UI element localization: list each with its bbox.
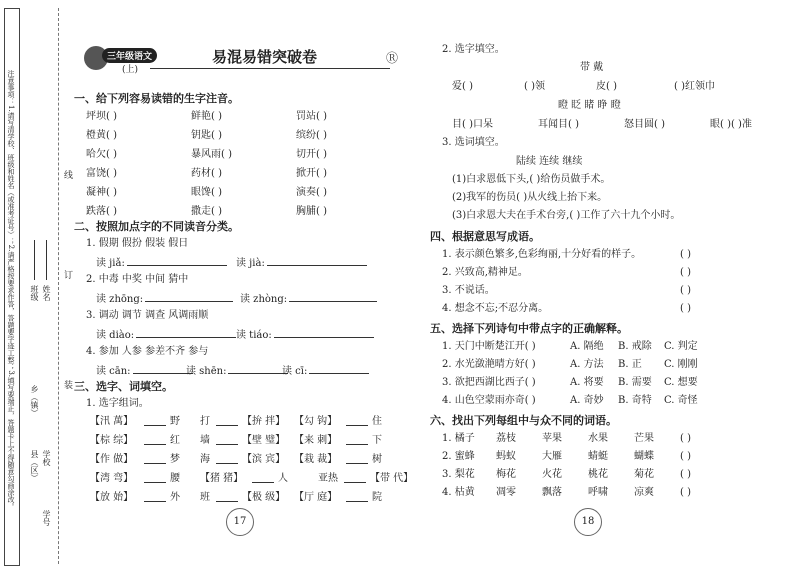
s6-word: 苹果 [542, 433, 562, 444]
s6-word: 凋零 [496, 487, 516, 498]
s5-option: C. 刚刚 [664, 359, 698, 370]
s1-item: 跌落( ) [86, 206, 117, 217]
field-county: 县（区） [30, 450, 39, 482]
s3-word: 打 [200, 416, 210, 427]
s2-q4c: 读 cī: [282, 364, 369, 378]
page-number-left: 17 [226, 508, 254, 536]
s2-q2: 2. 中毒 中奖 中间 猜中 [86, 274, 189, 285]
r-chars1: 带 戴 [580, 62, 604, 73]
s3-bracket: 【极 级】 [242, 492, 286, 503]
s5-option: B. 戒除 [618, 341, 652, 352]
r-row1-item: 皮( ) [596, 81, 617, 92]
s3-bracket: 【汛 萬】 [90, 416, 134, 427]
s2-title: 二、按照加点字的不同读音分类。 [74, 220, 239, 233]
s6-word: 芒果 [634, 433, 654, 444]
s1-item: 钥匙( ) [191, 130, 222, 141]
s6-answer-blank: ( ) [680, 487, 691, 498]
s3-bracket: 【栽 裁】 [294, 454, 338, 465]
page-number-right: 18 [574, 508, 602, 536]
r-row2 [452, 119, 752, 131]
s3-word: 下 [372, 435, 382, 446]
s6-word: 蚂蚁 [496, 451, 516, 462]
s6-word: 梅花 [496, 469, 516, 480]
s1-item: 眼馋( ) [191, 187, 222, 198]
s1-item: 哈欠( ) [86, 149, 117, 160]
s2-q2b: 读 zhòng: [240, 292, 377, 306]
s6-word: 1. 橘子 [442, 433, 475, 444]
field-name: 姓名 [42, 285, 51, 301]
s3-word: 人 [278, 473, 288, 484]
s1-item: 暴风雨( ) [191, 149, 232, 160]
s5-row [442, 341, 698, 353]
s1-row [86, 149, 327, 161]
s2-q4a: 读 cān: [96, 364, 193, 378]
s3-grid-row [90, 435, 382, 447]
field-town: 乡（镇） [30, 385, 39, 417]
s5-option: C. 奇怪 [664, 395, 698, 406]
s4-answer-blank: ( ) [680, 303, 691, 314]
r-row2-item: 眼( )( )准 [710, 119, 752, 130]
margin-notes: 注意事项：1.请写清学校、班级和姓名（或准考证号）；2.请严格按要求作答，答题要字迹工整；3.填写要端正，答题卡上不得随意勾画涂改。 [7, 70, 15, 511]
s6-word: 火花 [542, 469, 562, 480]
s4-answer-blank: ( ) [680, 285, 691, 296]
s3-title: 三、选字、词填空。 [74, 380, 173, 393]
s4-answer-blank: ( ) [680, 267, 691, 278]
s2-q3b: 读 tiáo: [236, 328, 374, 342]
s6-word: 荔枝 [496, 433, 516, 444]
s3-word: 住 [372, 416, 382, 427]
side-mark-xian: 线 [62, 170, 72, 179]
r-row2-item: 怒目圆( ) [624, 119, 665, 130]
s6-row [442, 451, 680, 463]
s5-row [442, 395, 698, 407]
s4-answer-blank: ( ) [680, 249, 691, 260]
s5-option: B. 奇特 [618, 395, 652, 406]
s4-item: 3. 不说话。 [442, 285, 495, 296]
s5-option: C. 判定 [664, 341, 698, 352]
s3-bracket: 【带 代】 [370, 473, 414, 484]
s6-answer-blank: ( ) [680, 451, 691, 462]
r-row1-item: ( )领 [524, 81, 545, 92]
field-number: 学号 [42, 510, 51, 526]
s5-option: A. 将要 [570, 377, 604, 388]
side-mark-ding: 订 [62, 270, 72, 279]
margin-line [58, 8, 59, 564]
s1-item: 橙黄( ) [86, 130, 117, 141]
s4-item: 4. 想念不忘;不忍分离。 [442, 303, 549, 314]
s2-q3: 3. 调动 调节 调查 风调雨顺 [86, 310, 209, 321]
s3-grid-row [90, 492, 382, 504]
s3-word: 墙 [200, 435, 210, 446]
s3-word: 腰 [170, 473, 180, 484]
s6-word: 4. 枯黄 [442, 487, 475, 498]
s1-row [86, 168, 327, 180]
binding-margin [0, 0, 70, 580]
s4-title: 四、根据意思写成语。 [430, 230, 540, 243]
s3-word: 野 [170, 416, 180, 427]
s5-title: 五、选择下列诗句中带点字的正确解释。 [430, 322, 628, 335]
field-class: 班级 [30, 285, 39, 301]
s5-option: A. 隔绝 [570, 341, 604, 352]
s3-bracket: 【棕 综】 [90, 435, 134, 446]
s3-bracket: 【拚 拌】 [242, 416, 286, 427]
s3-word: 院 [372, 492, 382, 503]
s4-item: 1. 表示颜色繁多,色彩绚丽,十分好看的样子。 [442, 249, 642, 260]
s5-line: 4. 山色空蒙雨亦奇( ) [442, 395, 536, 406]
s1-item: 凝神( ) [86, 187, 117, 198]
header-rule [150, 68, 390, 69]
field-school: 学校 [42, 450, 51, 466]
s2-q1a: 读 jiǎ: [96, 256, 227, 270]
s1-item: 胸脯( ) [296, 206, 327, 217]
r-sentence-2: (2)我军的伤员( )从火线上抬下来。 [452, 192, 608, 203]
s1-item: 切开( ) [296, 149, 327, 160]
s6-answer-blank: ( ) [680, 469, 691, 480]
s5-row [442, 359, 698, 371]
s1-item: 缤纷( ) [296, 130, 327, 141]
s2-q4: 4. 参加 人参 参差不齐 参与 [86, 346, 209, 357]
s3-bracket: 【湾 弯】 [90, 473, 134, 484]
s1-item: 富饶( ) [86, 168, 117, 179]
s5-option: A. 方法 [570, 359, 604, 370]
r-sentence-1: (1)白求恩低下头,( )给伤员做手术。 [452, 174, 611, 185]
s1-title: 一、给下列容易读错的生字注音。 [74, 92, 239, 105]
s3-grid-row [90, 473, 413, 485]
s6-answer-blank: ( ) [680, 433, 691, 444]
s3-q1: 1. 选字组词。 [86, 398, 149, 409]
registered-mark: Ⓡ [386, 51, 399, 65]
r-row1-item: ( )红领巾 [674, 81, 715, 92]
s3-bracket: 【来 刺】 [294, 435, 338, 446]
s6-word: 3. 梨花 [442, 469, 475, 480]
s2-q3a: 读 diào: [96, 328, 236, 342]
s1-item: 鲜艳( ) [191, 111, 222, 122]
s3-bracket: 【勾 钩】 [294, 416, 338, 427]
s1-item: 撒走( ) [191, 206, 222, 217]
r-chars2: 瞪 眨 睹 睁 瞪 [558, 100, 621, 111]
badge-label: 三年级语文 [102, 48, 157, 63]
r-sentence-3: (3)白求恩大夫在手术台旁,( )工作了六十九个小时。 [452, 210, 681, 221]
r-row2-item: 目( )口呆 [452, 119, 493, 130]
field-line-name [46, 240, 47, 280]
r-row1 [452, 81, 715, 93]
s1-item: 罚站( ) [296, 111, 327, 122]
s1-item: 药材( ) [191, 168, 222, 179]
s5-line: 3. 欲把西湖比西子( ) [442, 377, 536, 388]
s5-line: 1. 天门中断楚江开( ) [442, 341, 536, 352]
r-q3: 3. 选词填空。 [442, 137, 505, 148]
s5-option: A. 奇妙 [570, 395, 604, 406]
s3-bracket: 【厅 庭】 [294, 492, 338, 503]
s5-option: B. 正 [618, 359, 642, 370]
s1-item: 掀开( ) [296, 168, 327, 179]
s3-grid-row [90, 416, 382, 428]
s3-bracket: 【壁 璧】 [242, 435, 286, 446]
header-badge [84, 46, 156, 75]
s6-word: 2. 蜜蜂 [442, 451, 475, 462]
side-mark-zhuang: 装 [62, 380, 72, 389]
s1-item: 坪坝( ) [86, 111, 117, 122]
r-q2: 2. 选字填空。 [442, 44, 505, 55]
s2-q2a: 读 zhōng: [96, 292, 233, 306]
page-title: 易混易错突破卷 [212, 48, 318, 66]
s1-row [86, 111, 327, 123]
s3-word: 外 [170, 492, 180, 503]
s3-word: 海 [200, 454, 210, 465]
s3-bracket: 【猪 猪】 [200, 473, 244, 484]
s6-row [442, 433, 680, 445]
s3-word: 班 [200, 492, 210, 503]
field-line-class [34, 240, 35, 280]
s6-word: 蜻蜓 [588, 451, 608, 462]
s3-word: 梦 [170, 454, 180, 465]
s5-line: 2. 水光潋滟晴方好( ) [442, 359, 536, 370]
s6-row [442, 469, 680, 481]
s3-word: 树 [372, 454, 382, 465]
s6-word: 呼啸 [588, 487, 608, 498]
s1-row [86, 206, 327, 218]
r-row2-item: 耳闻目( ) [538, 119, 579, 130]
s6-word: 水果 [588, 433, 608, 444]
s1-row [86, 130, 327, 142]
s1-item: 演奏( ) [296, 187, 327, 198]
s6-word: 蝴蝶 [634, 451, 654, 462]
s6-title: 六、找出下列每组中与众不同的词语。 [430, 414, 617, 427]
s5-option: C. 想要 [664, 377, 698, 388]
s3-word: 亚热 [318, 473, 338, 484]
s3-bracket: 【放 始】 [90, 492, 134, 503]
s1-row [86, 187, 327, 199]
s4-item: 2. 兴致高,精神足。 [442, 267, 528, 278]
s5-option: B. 需要 [618, 377, 652, 388]
s6-word: 菊花 [634, 469, 654, 480]
r-words: 陆续 连续 继续 [516, 156, 583, 167]
s2-q1: 1. 假期 假扮 假装 假日 [86, 238, 189, 249]
s6-row [442, 487, 680, 499]
s3-grid-row [90, 454, 382, 466]
s3-bracket: 【作 做】 [90, 454, 134, 465]
s3-word: 红 [170, 435, 180, 446]
s6-word: 飘落 [542, 487, 562, 498]
s5-row [442, 377, 698, 389]
s6-word: 凉爽 [634, 487, 654, 498]
badge-sub: (上) [122, 65, 139, 75]
s6-word: 桃花 [588, 469, 608, 480]
s2-q4b: 读 shēn: [186, 364, 288, 378]
r-row1-item: 爱( ) [452, 81, 473, 92]
s3-bracket: 【滨 宾】 [242, 454, 286, 465]
s2-q1b: 读 jià: [236, 256, 367, 270]
s6-word: 大雁 [542, 451, 562, 462]
